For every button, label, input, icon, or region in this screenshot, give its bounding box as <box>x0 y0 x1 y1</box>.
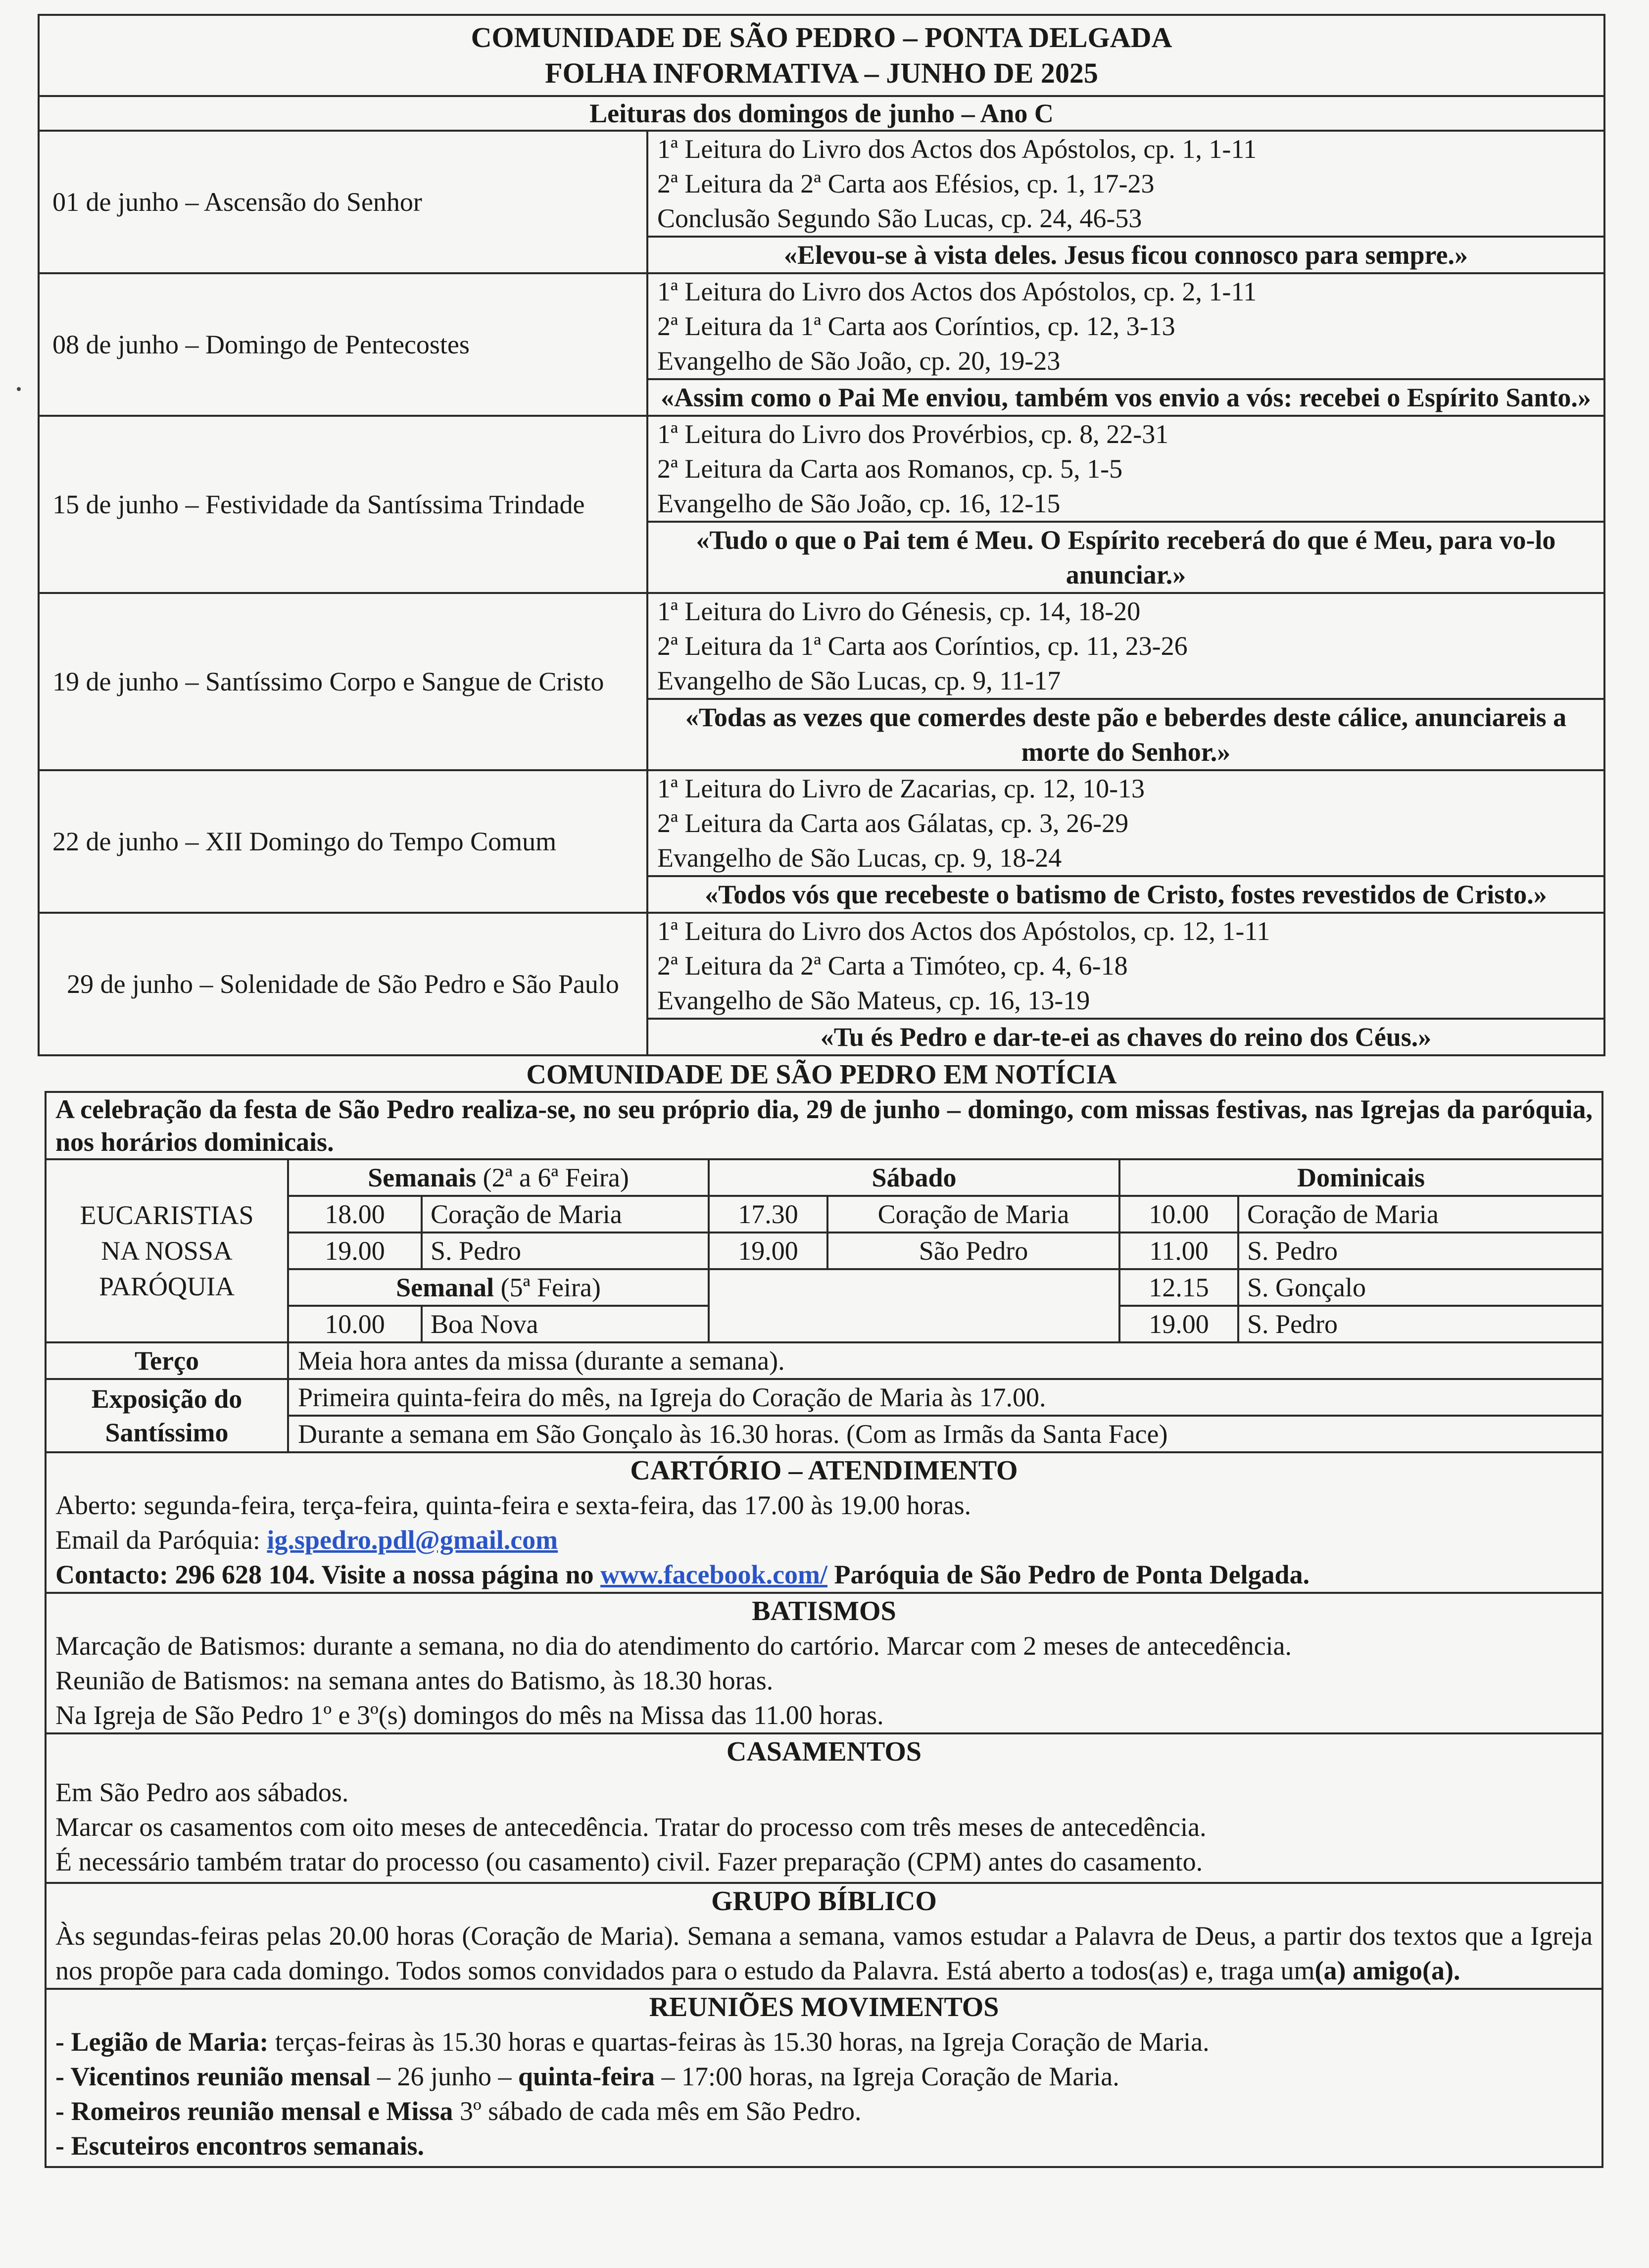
eucaristias-label <box>46 1159 288 1342</box>
exposicao-label <box>46 1379 288 1452</box>
sabado-time: 19.00 <box>709 1233 827 1269</box>
sunday-quote: «Elevou-se à vista deles. Jesus ficou connosco para sempre.» <box>647 237 1604 273</box>
reading-line: Evangelho de São João, cp. 20, 19-23 <box>657 346 1061 376</box>
sheet-subtitle: FOLHA INFORMATIVA – JUNHO DE 2025 <box>545 57 1098 89</box>
movimentos-section <box>46 1989 1602 2167</box>
news-title: COMUNIDADE DE SÃO PEDRO EM NOTÍCIA <box>526 1059 1117 1090</box>
sunday-row <box>39 416 1604 522</box>
movimento-detail-2: – 17:00 horas, na Igreja Coração de Maria. <box>655 2062 1119 2091</box>
sunday-date: 22 de junho – XII Domingo do Tempo Comum <box>39 770 647 913</box>
semanais-title: Semanais <box>368 1163 477 1192</box>
exposicao-line-2: Durante a semana em São Gonçalo às 16.30 horas. (Com as Irmãs da Santa Face) <box>288 1416 1602 1452</box>
movimento-name: - Romeiros reunião mensal e Missa <box>55 2096 453 2126</box>
semanal-time: 10.00 <box>288 1306 422 1342</box>
reading-line: 1ª Leitura do Livro dos Actos dos Apóstolos, cp. 12, 1-11 <box>657 916 1270 946</box>
movimento-detail: – 26 junho – <box>370 2062 519 2091</box>
facebook-link[interactable]: www.facebook.com/ <box>600 1560 828 1589</box>
movimento-item <box>55 2094 1593 2128</box>
exposicao-label-1: Exposição do <box>91 1384 242 1414</box>
movimento-item <box>55 2059 1593 2094</box>
dominicais-time: 10.00 <box>1119 1196 1238 1233</box>
batismos-section <box>46 1593 1602 1733</box>
sabado-header: Sábado <box>709 1159 1119 1196</box>
reading-line: 1ª Leitura do Livro de Zacarias, cp. 12, 10-13 <box>657 774 1145 803</box>
email-label: Email da Paróquia: <box>55 1525 260 1555</box>
batismos-line: Reunião de Batismos: na semana antes do Batismo, às 18.30 horas. <box>55 1666 774 1695</box>
semanais-place: S. Pedro <box>422 1233 709 1269</box>
sunday-readings <box>647 273 1604 379</box>
sunday-quote: «Todas as vezes que comerdes deste pão e beberdes deste cálice, anunciareis a morte do Senhor.» <box>647 699 1604 770</box>
cartorio-title: CARTÓRIO – ATENDIMENTO <box>630 1455 1018 1486</box>
sunday-date: 29 de junho – Solenidade de São Pedro e São Paulo <box>39 913 647 1055</box>
semanal-place: Boa Nova <box>422 1306 709 1342</box>
sunday-quote: «Tudo o que o Pai tem é Meu. O Espírito receberá do que é Meu, para vo-lo anunciar.» <box>647 522 1604 593</box>
dominicais-header: Dominicais <box>1119 1159 1602 1196</box>
casamentos-title: CASAMENTOS <box>726 1736 922 1767</box>
info-sheet <box>38 14 1605 2168</box>
email-link[interactable]: ig.spedro.pdl@gmail.com <box>267 1525 558 1555</box>
terco-label: Terço <box>46 1342 288 1379</box>
semanais-place: Coração de Maria <box>422 1196 709 1233</box>
reading-line: 1ª Leitura do Livro do Génesis, cp. 14, 18-20 <box>657 596 1141 626</box>
sunday-readings <box>647 131 1604 237</box>
casamentos-line: Marcar os casamentos com oito meses de antecedência. Tratar do processo com três meses de antecedência. <box>55 1812 1207 1842</box>
sunday-date: 08 de junho – Domingo de Pentecostes <box>39 273 647 416</box>
cartorio-section <box>46 1452 1602 1593</box>
movimento-name: - Vicentinos reunião mensal <box>55 2062 371 2091</box>
casamentos-section <box>46 1733 1602 1883</box>
sabado-place: São Pedro <box>827 1233 1119 1269</box>
sunday-quote: «Todos vós que recebeste o batismo de Cristo, fostes revestidos de Cristo.» <box>647 876 1604 913</box>
eucaristias-label-2: NA NOSSA <box>101 1236 233 1266</box>
reading-line: 2ª Leitura da 1ª Carta aos Coríntios, cp. 11, 23-26 <box>657 631 1188 661</box>
movimento-item <box>55 2128 1593 2163</box>
sunday-readings <box>647 913 1604 1019</box>
sunday-row <box>39 593 1604 699</box>
readings-table <box>38 14 1605 132</box>
grupo-biblico-body: Às segundas-feiras pelas 20.00 horas (Coração de Maria). Semana a semana, vamos estudar a Palavra de Deus, a partir dos textos que a Igreja nos propõe para cada domingo. Todos somos convidados para o estudo da Palavra. Está aberto a todos(as) e, traga um <box>55 1921 1593 1985</box>
festa-announcement: A celebração da festa de São Pedro realiza-se, no seu próprio dia, 29 de junho – domingo, com missas festivas, nas Igrejas da paróquia, nos horários dominicais. <box>46 1092 1602 1159</box>
dominicais-place: S. Pedro <box>1238 1233 1602 1269</box>
reading-line: Evangelho de São Lucas, cp. 9, 11-17 <box>657 666 1061 695</box>
reading-line: 2ª Leitura da 2ª Carta a Timóteo, cp. 4, 6-18 <box>657 951 1128 981</box>
readings-title: Leituras dos domingos de junho – Ano C <box>39 96 1604 131</box>
casamentos-line: Em São Pedro aos sábados. <box>55 1777 349 1807</box>
exposicao-label-2: Santíssimo <box>105 1418 229 1447</box>
sunday-readings <box>647 416 1604 522</box>
dominicais-place: S. Pedro <box>1238 1306 1602 1342</box>
semanal-sub: (5ª Feira) <box>500 1273 601 1302</box>
grupo-biblico-title: GRUPO BÍBLICO <box>711 1886 937 1917</box>
dominicais-place: S. Gonçalo <box>1238 1269 1602 1306</box>
grupo-biblico-bold: (a) amigo(a). <box>1314 1956 1460 1985</box>
sunday-date: 01 de junho – Ascensão do Senhor <box>39 131 647 273</box>
reading-line: 2ª Leitura da Carta aos Romanos, cp. 5, 1-5 <box>657 454 1123 484</box>
reading-line: 1ª Leitura do Livro dos Actos dos Apóstolos, cp. 2, 1-11 <box>657 277 1257 306</box>
batismos-title: BATISMOS <box>752 1596 896 1627</box>
sunday-quote: «Assim como o Pai Me enviou, também vos envio a vós: recebei o Espírito Santo.» <box>647 379 1604 416</box>
batismos-line: Marcação de Batismos: durante a semana, no dia do atendimento do cartório. Marcar com 2 meses de antecedência. <box>55 1631 1292 1661</box>
movimento-day: quinta-feira <box>518 2062 655 2091</box>
semanais-header <box>288 1159 709 1196</box>
sunday-date: 15 de junho – Festividade da Santíssima Trindade <box>39 416 647 593</box>
movimento-item <box>55 2024 1593 2059</box>
reading-line: Evangelho de São Mateus, cp. 16, 13-19 <box>657 986 1090 1015</box>
terco-text: Meia hora antes da missa (durante a semana). <box>288 1342 1602 1379</box>
movimentos-title: REUNIÕES MOVIMENTOS <box>649 1992 999 2022</box>
cartorio-hours: Aberto: segunda-feira, terça-feira, quinta-feira e sexta-feira, das 17.00 às 19.00 horas. <box>55 1490 971 1520</box>
reading-line: Evangelho de São Lucas, cp. 9, 18-24 <box>657 843 1062 873</box>
grupo-biblico-section <box>46 1883 1602 1989</box>
semanais-sub: (2ª a 6ª Feira) <box>483 1163 629 1192</box>
sunday-readings <box>647 593 1604 699</box>
news-table <box>45 1091 1603 2168</box>
stray-mark <box>17 387 21 391</box>
sunday-row <box>39 131 1604 237</box>
exposicao-line-1: Primeira quinta-feira do mês, na Igreja do Coração de Maria às 17.00. <box>288 1379 1602 1416</box>
reading-line: 2ª Leitura da 1ª Carta aos Coríntios, cp. 12, 3-13 <box>657 311 1175 341</box>
movimento-name: - Escuteiros encontros semanais. <box>55 2131 424 2161</box>
contact-suffix: Paróquia de São Pedro de Ponta Delgada. <box>834 1560 1310 1589</box>
semanais-time: 19.00 <box>288 1233 422 1269</box>
sheet-header <box>39 15 1604 96</box>
eucaristias-label-3: PARÓQUIA <box>98 1272 235 1301</box>
sabado-empty <box>709 1269 1119 1342</box>
sunday-readings <box>647 770 1604 876</box>
sunday-row <box>39 770 1604 876</box>
sabado-place: Coração de Maria <box>827 1196 1119 1233</box>
semanais-time: 18.00 <box>288 1196 422 1233</box>
reading-line: 1ª Leitura do Livro dos Provérbios, cp. 8, 22-31 <box>657 419 1169 449</box>
movimento-name: - Legião de Maria: <box>55 2027 269 2057</box>
sunday-row <box>39 913 1604 1019</box>
sundays-table <box>38 130 1605 1056</box>
reading-line: 1ª Leitura do Livro dos Actos dos Apóstolos, cp. 1, 1-11 <box>657 134 1257 164</box>
cartorio-email-line <box>55 1523 1593 1557</box>
sunday-date: 19 de junho – Santíssimo Corpo e Sangue de Cristo <box>39 593 647 770</box>
movimento-detail: 3º sábado de cada mês em São Pedro. <box>453 2096 862 2126</box>
casamentos-line: É necessário também tratar do processo (ou casamento) civil. Fazer preparação (CPM) antes do casamento. <box>55 1847 1203 1876</box>
semanal-title: Semanal <box>396 1273 494 1302</box>
sabado-time: 17.30 <box>709 1196 827 1233</box>
sunday-quote: «Tu és Pedro e dar-te-ei as chaves do reino dos Céus.» <box>647 1019 1604 1055</box>
sunday-row <box>39 273 1604 379</box>
contact-prefix: Contacto: 296 628 104. Visite a nossa página no <box>55 1560 594 1589</box>
reading-line: Conclusão Segundo São Lucas, cp. 24, 46-53 <box>657 203 1142 233</box>
sheet-title: COMUNIDADE DE SÃO PEDRO – PONTA DELGADA <box>471 21 1172 53</box>
movimento-detail: terças-feiras às 15.30 horas e quartas-feiras às 15.30 horas, na Igreja Coração de Maria. <box>268 2027 1210 2057</box>
semanal-header <box>288 1269 709 1306</box>
grupo-biblico-text <box>55 1919 1593 1988</box>
dominicais-time: 11.00 <box>1119 1233 1238 1269</box>
cartorio-contact-line <box>55 1557 1593 1592</box>
reading-line: 2ª Leitura da 2ª Carta aos Efésios, cp. 1, 17-23 <box>657 169 1155 198</box>
reading-line: Evangelho de São João, cp. 16, 12-15 <box>657 489 1061 518</box>
dominicais-time: 19.00 <box>1119 1306 1238 1342</box>
eucaristias-label-1: EUCARISTIAS <box>80 1200 254 1230</box>
batismos-line: Na Igreja de São Pedro 1º e 3º(s) domingos do mês na Missa das 11.00 horas. <box>55 1700 884 1730</box>
dominicais-place: Coração de Maria <box>1238 1196 1602 1233</box>
reading-line: 2ª Leitura da Carta aos Gálatas, cp. 3, 26-29 <box>657 808 1129 838</box>
dominicais-time: 12.15 <box>1119 1269 1238 1306</box>
